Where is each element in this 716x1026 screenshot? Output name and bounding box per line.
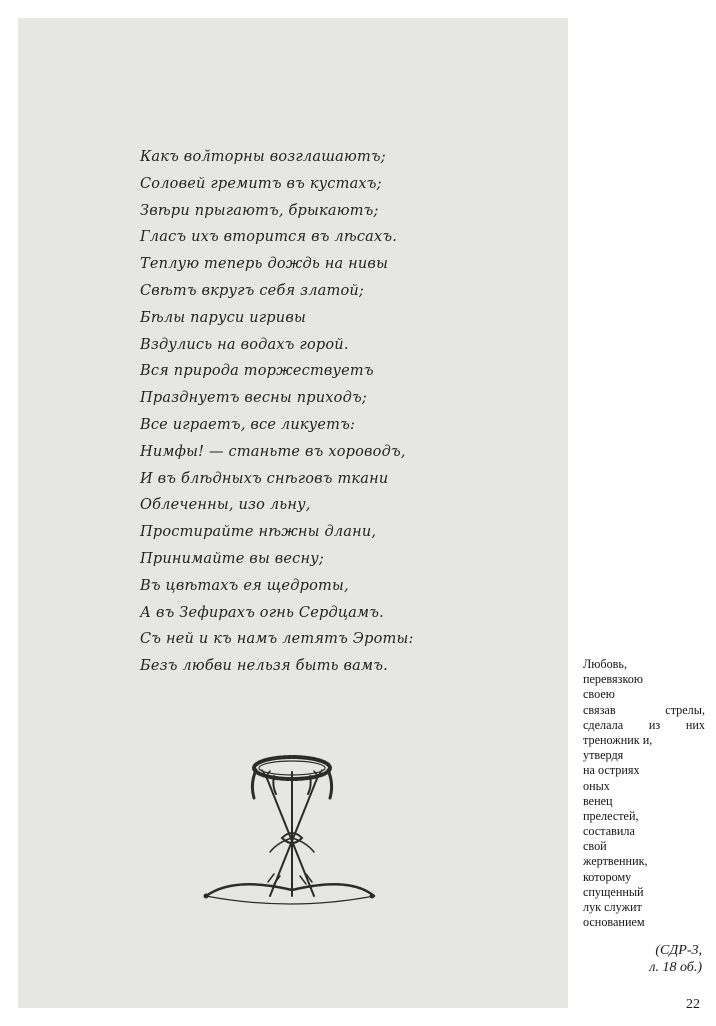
poem-line: Звѣри прыгаютъ, брыкаютъ; [140, 202, 379, 219]
caption-line: треножник и, [583, 732, 653, 747]
caption-line: которому [583, 869, 632, 884]
poem-line: Принимайте вы весну; [140, 550, 324, 567]
poem-line: Простирайте нѣжны длани, [140, 524, 377, 541]
poem-line: А въ Зефирахъ огнь Сердцамъ. [140, 604, 384, 621]
caption-line: своею [583, 687, 615, 702]
caption-line: составила [583, 824, 635, 839]
caption-word: них [685, 717, 705, 732]
illustration-caption [583, 657, 705, 930]
caption-line: на острияx [583, 763, 640, 778]
source-line: л. 18 об.) [649, 960, 702, 975]
poem-line: Безъ любви нельзя быть вамъ. [140, 658, 388, 675]
poem [140, 144, 560, 680]
poem-line: И въ блѣдныхъ снѣговъ ткани [140, 470, 389, 487]
source-reference [649, 942, 702, 976]
caption-word: стрелы, [665, 702, 705, 717]
caption-line: Любовь, [583, 657, 628, 671]
wreath-arrows-bow-emblem [200, 746, 376, 918]
page-number: 22 [686, 997, 700, 1012]
poem-line: Свѣтъ вкругъ себя златой; [140, 282, 364, 299]
caption-line [583, 718, 705, 733]
caption-line: основанием [583, 915, 645, 930]
poem-line: Теплую теперь дождь на нивы [140, 256, 389, 273]
caption-line: спущенный [583, 884, 644, 899]
poem-line: Гласъ ихъ вторится въ лѣсахъ. [140, 229, 398, 246]
caption-word: из [648, 717, 661, 732]
poem-line: Вся природа торжествуетъ [140, 363, 374, 380]
poem-line: Все играетъ, все ликуетъ: [140, 416, 356, 433]
caption-line: перевязкою [583, 672, 643, 687]
poem-line: Бѣлы паруси игривы [140, 309, 306, 326]
caption-line: оных [583, 778, 610, 793]
caption-word: сделала [583, 717, 624, 732]
caption-line: лук служит [583, 900, 642, 914]
poem-line: Облеченны, изо льну, [140, 497, 311, 514]
poem-line: Нимфы! — станьте въ хороводъ, [140, 443, 406, 460]
caption-line: венец [583, 793, 613, 808]
poem-line: Какъ вол̆торны возглашаютъ; [140, 149, 386, 165]
caption-line [583, 703, 705, 718]
caption-line: утвердя [583, 748, 624, 763]
caption-word: связав [583, 702, 616, 717]
manuscript-page [18, 18, 568, 1008]
poem-line: Вздулись на водахъ горой. [140, 336, 349, 353]
poem-line: Празднуетъ весны приходъ; [140, 390, 367, 407]
poem-line: Въ цвѣтахъ ея щедроты, [140, 577, 349, 594]
poem-line: Съ ней и къ намъ летятъ Эроты: [140, 631, 414, 648]
poem-line: Соловей гремитъ въ кустахъ; [140, 175, 382, 192]
caption-line: жертвенник, [583, 854, 648, 869]
caption-line: прелестей, [583, 808, 639, 823]
caption-line: свой [583, 839, 607, 854]
source-line: (СДР-3, [655, 943, 702, 958]
